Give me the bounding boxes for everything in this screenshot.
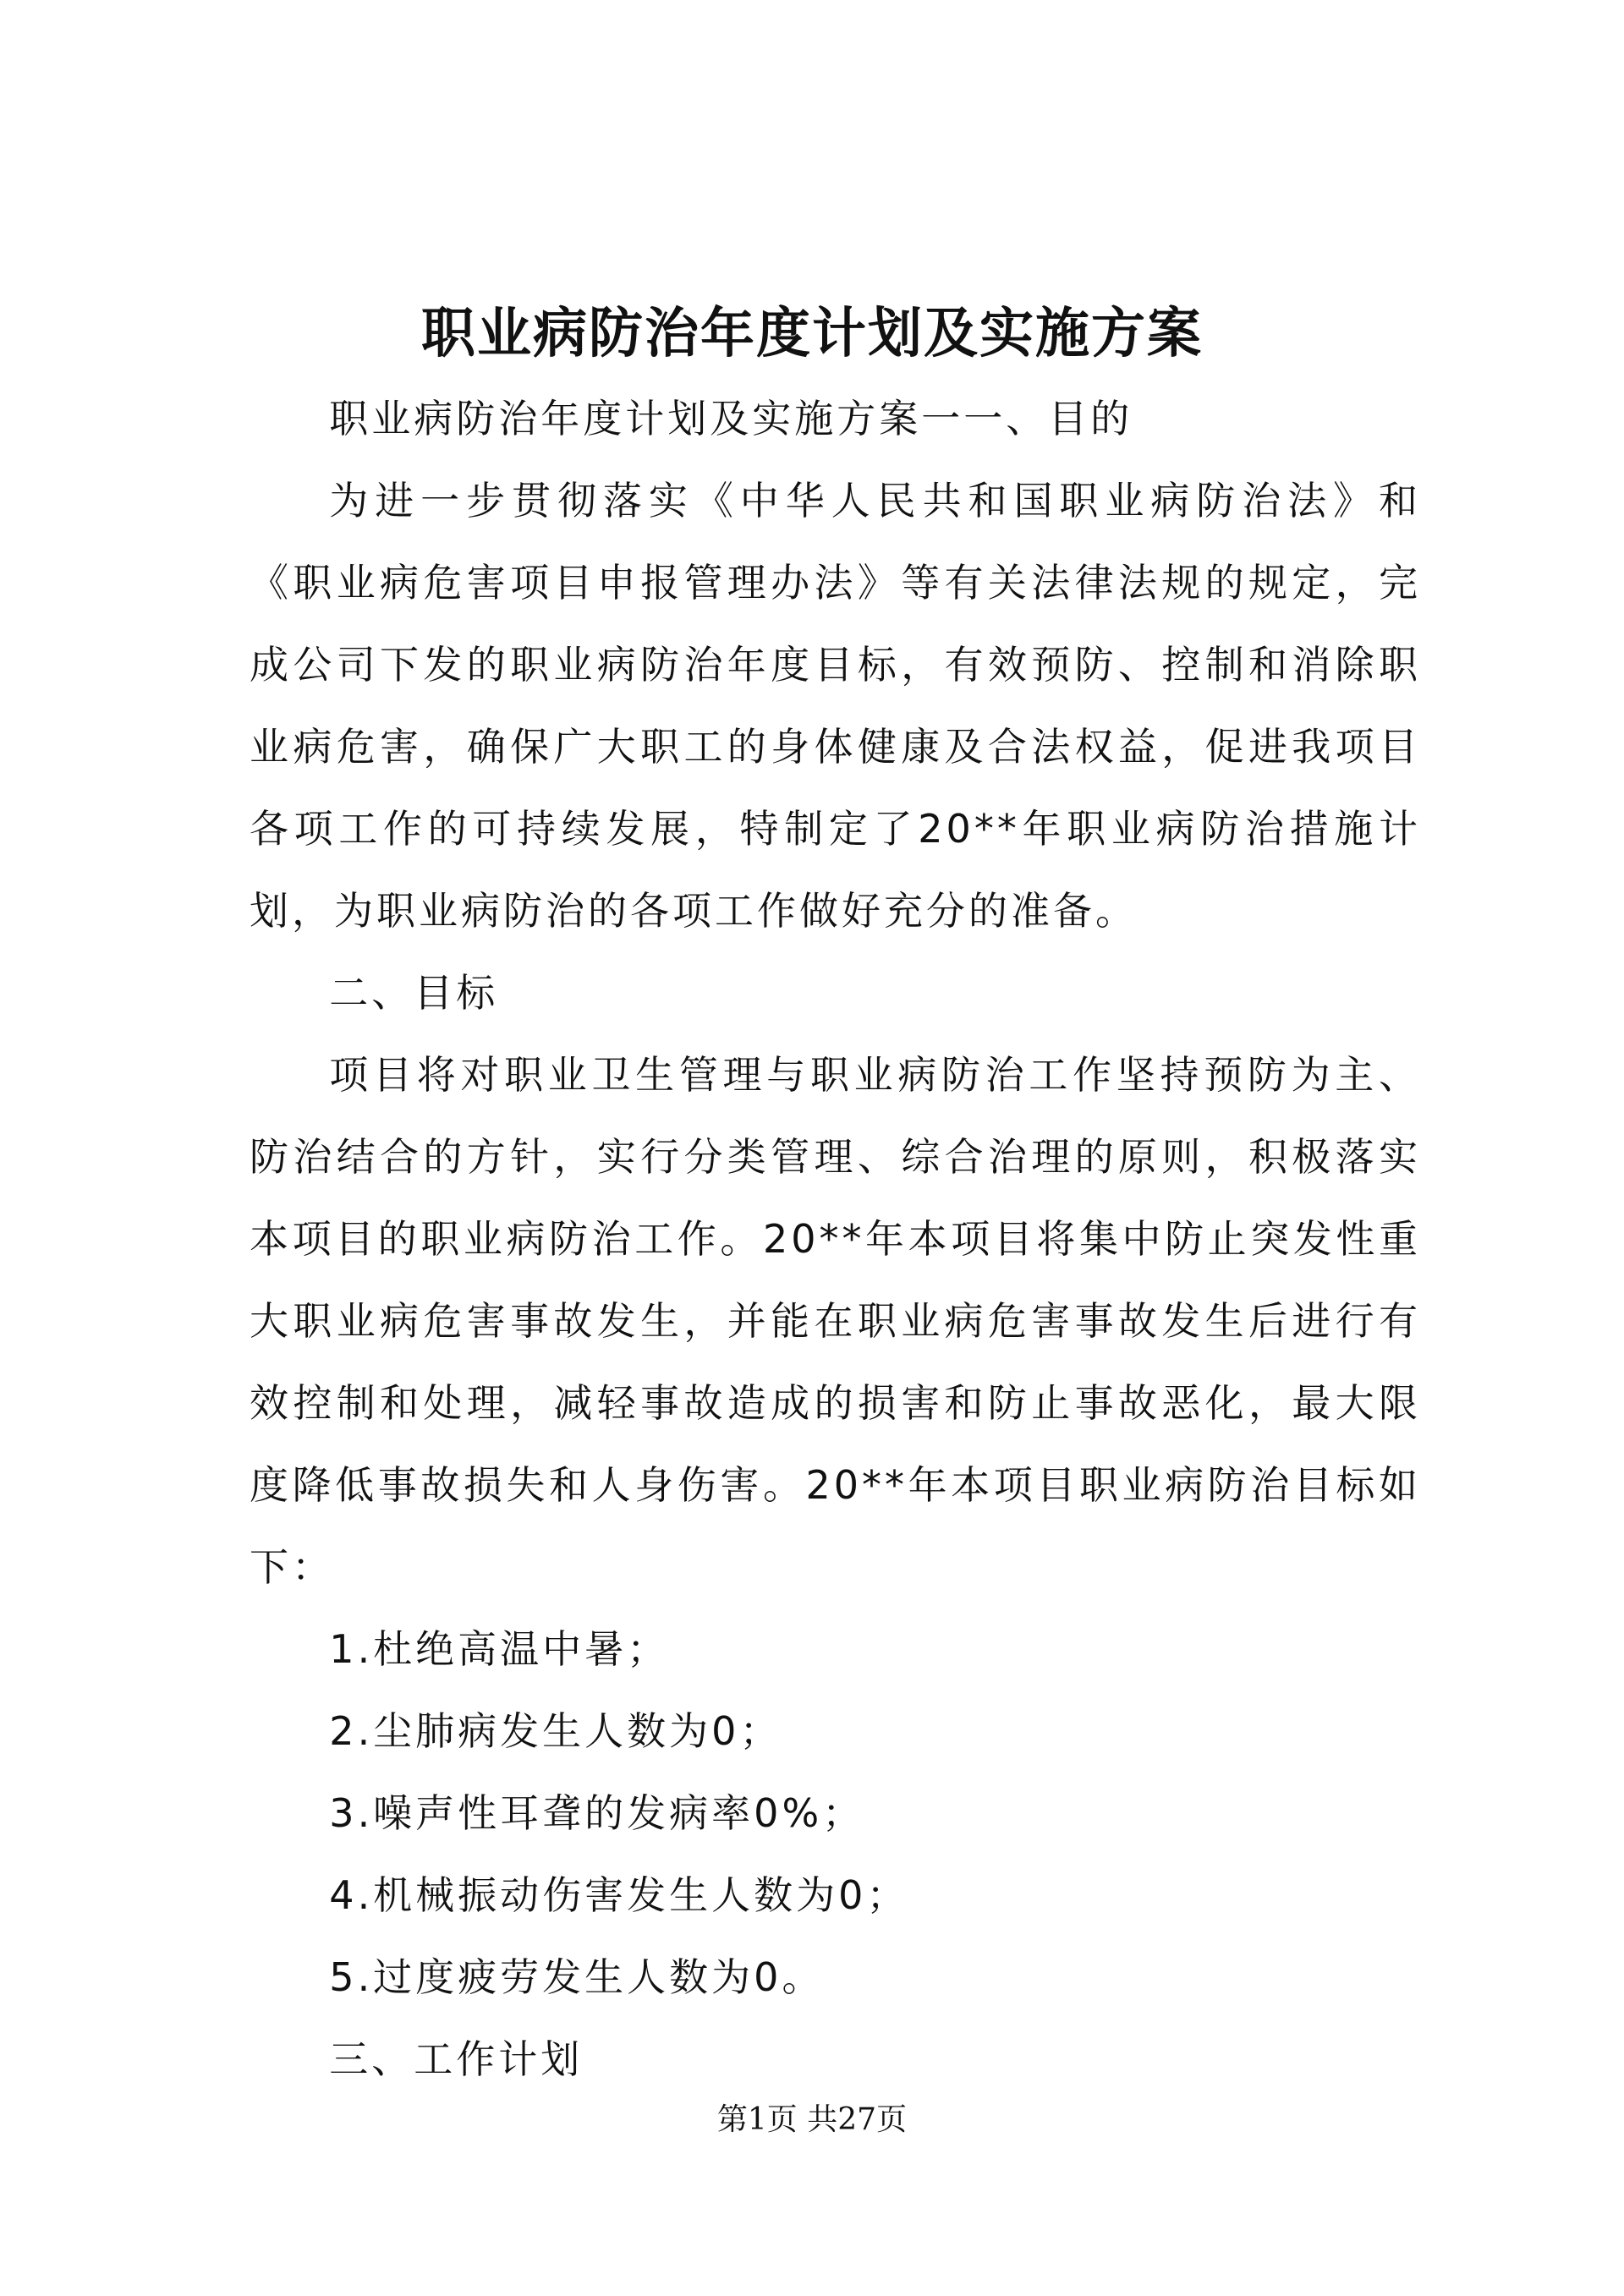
paragraph-goals: 项目将对职业卫生管理与职业病防治工作坚持预防为主、防治结合的方针，实行分类管理、综合治理的原则，积极落实本项目的职业病防治工作。20**年本项目将集中防止突发性重大职业病危害事故发生，并能在职业病危害事故发生后进行有效控制和处理，减轻事故造成的损害和防止事故恶化，最大限度降低事故损失和人身伤害。20**年本项目职业病防治目标如下： — [250, 1052, 1421, 1590]
paragraph-purpose: 为进一步贯彻落实《中华人民共和国职业病防治法》和《职业病危害项目申报管理办法》等有关法律法规的规定，完成公司下发的职业病防治年度目标，有效预防、控制和消除职业病危害，确保广大职工的身体健康及合法权益，促进我项目各项工作的可持续发展，特制定了20**年职业病防治措施计划，为职业病防治的各项工作做好充分的准备。 — [250, 478, 1421, 934]
section-heading-work-plan: 三、工作计划 — [329, 2036, 584, 2082]
list-item: 4.机械振动伤害发生人数为0； — [329, 1872, 909, 1918]
document-body — [250, 378, 1421, 2101]
section-heading-goals: 二、目标 — [329, 970, 499, 1016]
list-item: 2.尘肺病发生人数为0； — [329, 1708, 782, 1754]
document-title: 职业病防治年度计划及实施方案 — [421, 302, 1203, 365]
paragraph-intro-heading: 职业病防治年度计划及实施方案一一、目的 — [329, 396, 1133, 441]
list-item: 1.杜绝高温中暑； — [329, 1626, 670, 1672]
list-item: 3.噪声性耳聋的发病率0%； — [329, 1790, 865, 1836]
page-footer: 第1页 共27页 — [716, 2102, 908, 2137]
list-item: 5.过度疲劳发生人数为0。 — [329, 1954, 825, 2000]
